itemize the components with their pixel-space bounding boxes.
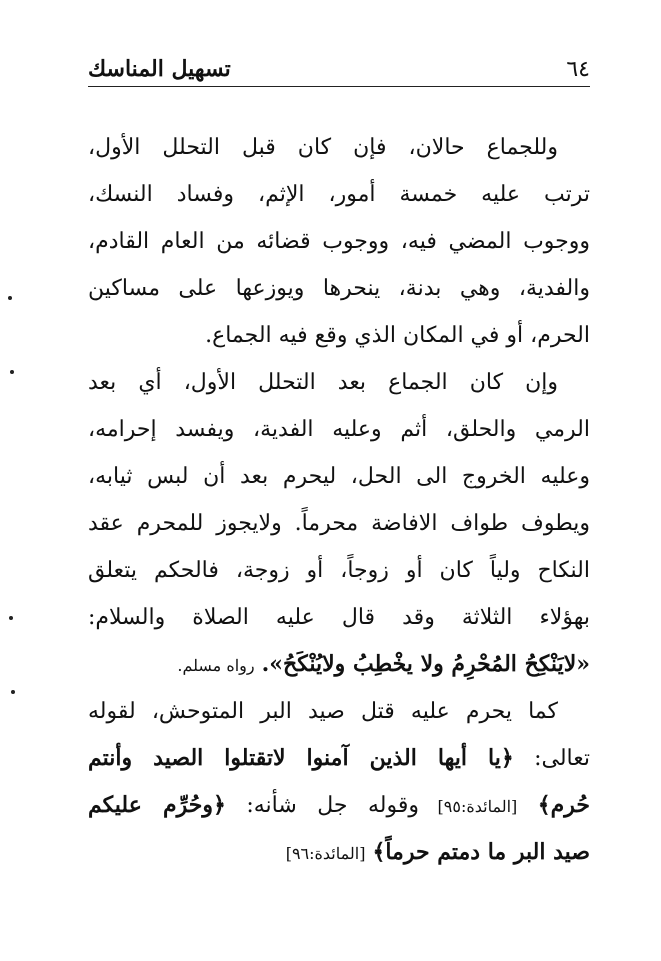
page-header: [88, 50, 590, 87]
text-line: وللجماع حالان، فإن كان قبل التحلل الأول،: [88, 135, 558, 160]
margin-mark: [10, 370, 14, 374]
verse-reference: [المائدة:٩٦]: [285, 844, 366, 863]
text-line: ترتب عليه خمسة أمور، الإثم، وفساد النسك،: [88, 182, 590, 207]
hadith-source: رواه مسلم.: [177, 656, 255, 675]
text-line: بهؤلاء الثلاثة وقد قال عليه الصلاة والسلام:: [88, 605, 590, 630]
text-line: وعليه الخروج الى الحل، ليحرم بعد أن لبس ثيابه،: [88, 464, 590, 489]
hadith-line: [88, 641, 590, 688]
quran-verse: صيد البر ما دمتم حرماً﴾: [372, 839, 590, 865]
page-body: [88, 124, 590, 876]
text-line: [88, 782, 590, 829]
margin-mark: [9, 616, 13, 620]
text-line: الحرم، أو في المكان الذي وقع فيه الجماع.: [205, 323, 590, 348]
quran-verse: ﴿يا أيها الذين آمنوا لاتقتلوا الصيد وأنتم: [88, 745, 514, 771]
text-line: ووجوب المضي فيه، ووجوب قضائه من العام القادم،: [88, 229, 590, 254]
margin-mark: [11, 690, 15, 694]
verse-reference: [المائدة:٩٥]: [418, 797, 518, 816]
running-title: تسهيل المناسك: [88, 56, 231, 82]
text-line: [88, 735, 590, 782]
text-line: كما يحرم عليه قتل صيد البر المتوحش، لقوله: [88, 699, 558, 724]
text-line: النكاح ولياً كان أو زوجاً، أو زوجة، فالحكم يتعلق: [88, 558, 590, 583]
quran-verse: ﴿وحُرِّم عليكم: [88, 792, 226, 818]
page-number: ٦٤: [566, 57, 590, 82]
quran-verse: حُرم﴾: [537, 792, 590, 818]
text-line: وإن كان الجماع بعد التحلل الأول، أي بعد: [88, 370, 558, 395]
text-line: والفدية، وهي بدنة، ينحرها ويوزعها على مساكين: [88, 276, 590, 301]
text-line: الرمي والحلق، أثم وعليه الفدية، ويفسد إحرامه،: [88, 417, 590, 442]
margin-mark: [8, 296, 12, 300]
hadith-text: «لايَنْكِحُ المُحْرِمُ ولا يخْطِبُ ولايُنْكَحُ».: [261, 651, 590, 677]
text-span: تعالى:: [513, 746, 590, 771]
text-line: ويطوف طواف الافاضة محرماً. ولايجوز للمحرم عقد: [88, 511, 590, 536]
text-line: [88, 829, 590, 876]
text-span: وقوله جل شأنه:: [225, 793, 419, 818]
